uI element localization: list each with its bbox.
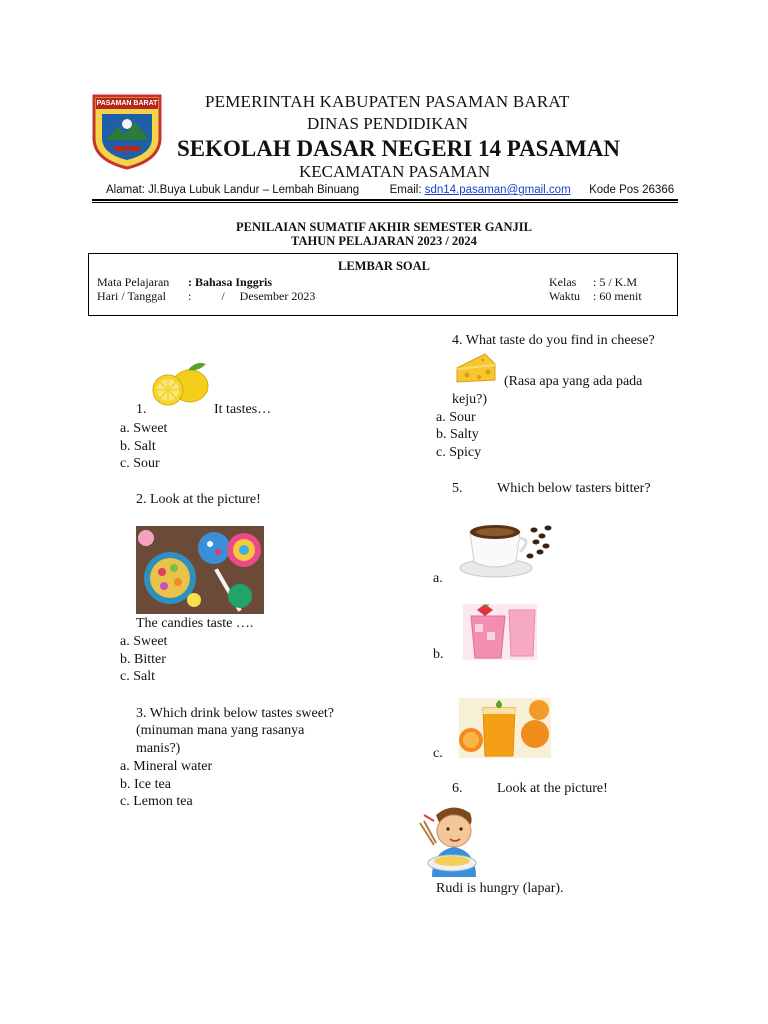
- q3-text-translation: (minuman mana yang rasanya: [136, 723, 305, 738]
- q5-option-c: c.: [433, 746, 443, 761]
- postal-code: Kode Pos 26366: [589, 184, 675, 196]
- q2-option-a: a. Sweet: [120, 634, 168, 649]
- q1-option-a: a. Sweet: [120, 421, 168, 436]
- pink-drink-picture: [463, 604, 537, 660]
- time-label: Waktu: [549, 289, 581, 303]
- q1-option-b: b. Salt: [120, 439, 156, 454]
- logo-caption: PASAMAN BARAT: [96, 100, 158, 107]
- q1-number: 1.: [136, 402, 147, 417]
- exam-year: TAHUN PELAJARAN 2023 / 2024: [291, 234, 477, 248]
- time-value: : 60 menit: [593, 289, 642, 303]
- q3-text: 3. Which drink below tastes sweet?: [136, 706, 335, 721]
- address-line: [106, 184, 674, 196]
- q2-option-b: b. Bitter: [120, 652, 166, 667]
- class-label: Kelas: [549, 275, 577, 289]
- address-text: Alamat: Jl.Buya Lubuk Landur – Lembah Binuang: [106, 184, 360, 196]
- department-title: DINAS PENDIDIKAN: [307, 114, 469, 133]
- email-link[interactable]: sdn14.pasaman@gmail.com: [424, 184, 571, 196]
- q5-text: Which below tasters bitter?: [497, 481, 651, 496]
- q3-option-a: a. Mineral water: [120, 759, 213, 774]
- q4-option-b: b. Salty: [436, 427, 479, 442]
- q3-option-c: c. Lemon tea: [120, 794, 193, 809]
- q5-option-a: a.: [433, 571, 443, 586]
- cheese-picture: [455, 350, 497, 386]
- q6-caption: Rudi is hungry (lapar).: [436, 881, 564, 896]
- district-name: KECAMATAN PASAMAN: [299, 162, 491, 181]
- government-title: PEMERINTAH KABUPATEN PASAMAN BARAT: [205, 92, 570, 111]
- boy-eating-picture: [414, 801, 490, 877]
- date-label: Hari / Tanggal: [97, 289, 166, 303]
- q1-text: It tastes…: [214, 402, 272, 417]
- q6-text: Look at the picture!: [497, 781, 608, 796]
- subject-label: Mata Pelajaran: [97, 275, 170, 289]
- sheet-title: LEMBAR SOAL: [337, 259, 431, 273]
- school-name: SEKOLAH DASAR NEGERI 14 PASAMAN: [177, 136, 621, 161]
- q2-option-c: c. Salt: [120, 669, 155, 684]
- q5-option-b: b.: [433, 647, 444, 662]
- q5-number: 5.: [452, 481, 463, 496]
- exam-title: PENILAIAN SUMATIF AKHIR SEMESTER GANJIL: [236, 220, 532, 234]
- date-value: : / Desember 2023: [188, 289, 316, 303]
- school-logo: [92, 94, 162, 170]
- orange-juice-picture: [459, 698, 551, 758]
- subject-value: : Bahasa Inggris: [188, 275, 273, 289]
- q4-text: 4. What taste do you find in cheese?: [452, 333, 655, 348]
- q3-option-b: b. Ice tea: [120, 777, 171, 792]
- q1-option-c: c. Sour: [120, 456, 160, 471]
- candies-picture: [136, 526, 264, 614]
- class-value: : 5 / K.M: [593, 275, 638, 289]
- q4-option-a: a. Sour: [436, 410, 476, 425]
- lemon-picture: [150, 360, 212, 406]
- q6-number: 6.: [452, 781, 463, 796]
- q4-option-c: c. Spicy: [436, 445, 482, 460]
- q3-text-translation-end: manis?): [136, 741, 181, 756]
- email-label: Email:: [389, 184, 422, 196]
- header-divider: [92, 199, 678, 201]
- q4-hint: (Rasa apa yang ada pada: [504, 374, 643, 389]
- q4-hint-end: keju?): [452, 392, 487, 407]
- header-divider-thin: [92, 202, 678, 203]
- q2-text: 2. Look at the picture!: [136, 492, 261, 507]
- coffee-picture: [456, 512, 556, 582]
- q2-caption: The candies taste ….: [136, 616, 254, 631]
